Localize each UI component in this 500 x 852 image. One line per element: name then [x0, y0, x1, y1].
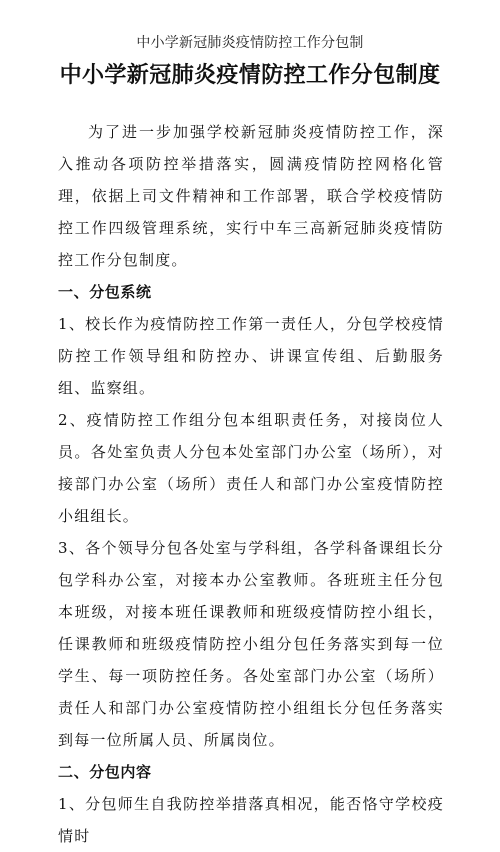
section-2-paragraph-1: 1、分包师生自我防控举措落真相况，能否恪守学校疫情时 [58, 795, 444, 845]
section-heading-2: 二、分包内容 [58, 763, 152, 781]
document-title: 中小学新冠肺炎疫情防控工作分包制度 [59, 63, 441, 88]
running-header: 中小学新冠肺炎疫情防控工作分包制 [136, 35, 364, 51]
intro-paragraph: 为了进一步加强学校新冠肺炎疫情防控工作，深入推动各项防控举措落实，圆满疫情防控网格化管理，依据上司文件精神和工作部署，联合学校疫情防控工作四级管理系统，实行中车三高新冠肺炎疫情防控工作分包制度。 [58, 123, 444, 269]
document-body [58, 116, 444, 852]
section-1-paragraph-3: 3、各个领导分包各处室与学科组，各学科备课组长分包学科办公室，对接本办公室教师。各班班主任分包本班级，对接本班任课教师和班级疫情防控小组长，任课教师和班级疫情防控小组分包任务落实到每一位学生、每一项防控任务。各处室部门办公室（场所）责任人和部门办公室疫情防控小组组长分包任务落实到每一位所属人员、所属岗位。 [58, 539, 444, 749]
section-1-paragraph-2: 2、疫情防控工作组分包本组职责任务，对接岗位人员。各处室负责人分包本处室部门办公室（场所），对接部门办公室（场所）责任人和部门办公室疫情防控小组组长。 [58, 411, 444, 525]
section-heading-1: 一、分包系统 [58, 283, 152, 301]
section-1-paragraph-1: 1、校长作为疫情防控工作第一责任人，分包学校疫情防控工作领导组和防控办、讲课宣传组、后勤服务组、监察组。 [58, 315, 444, 397]
